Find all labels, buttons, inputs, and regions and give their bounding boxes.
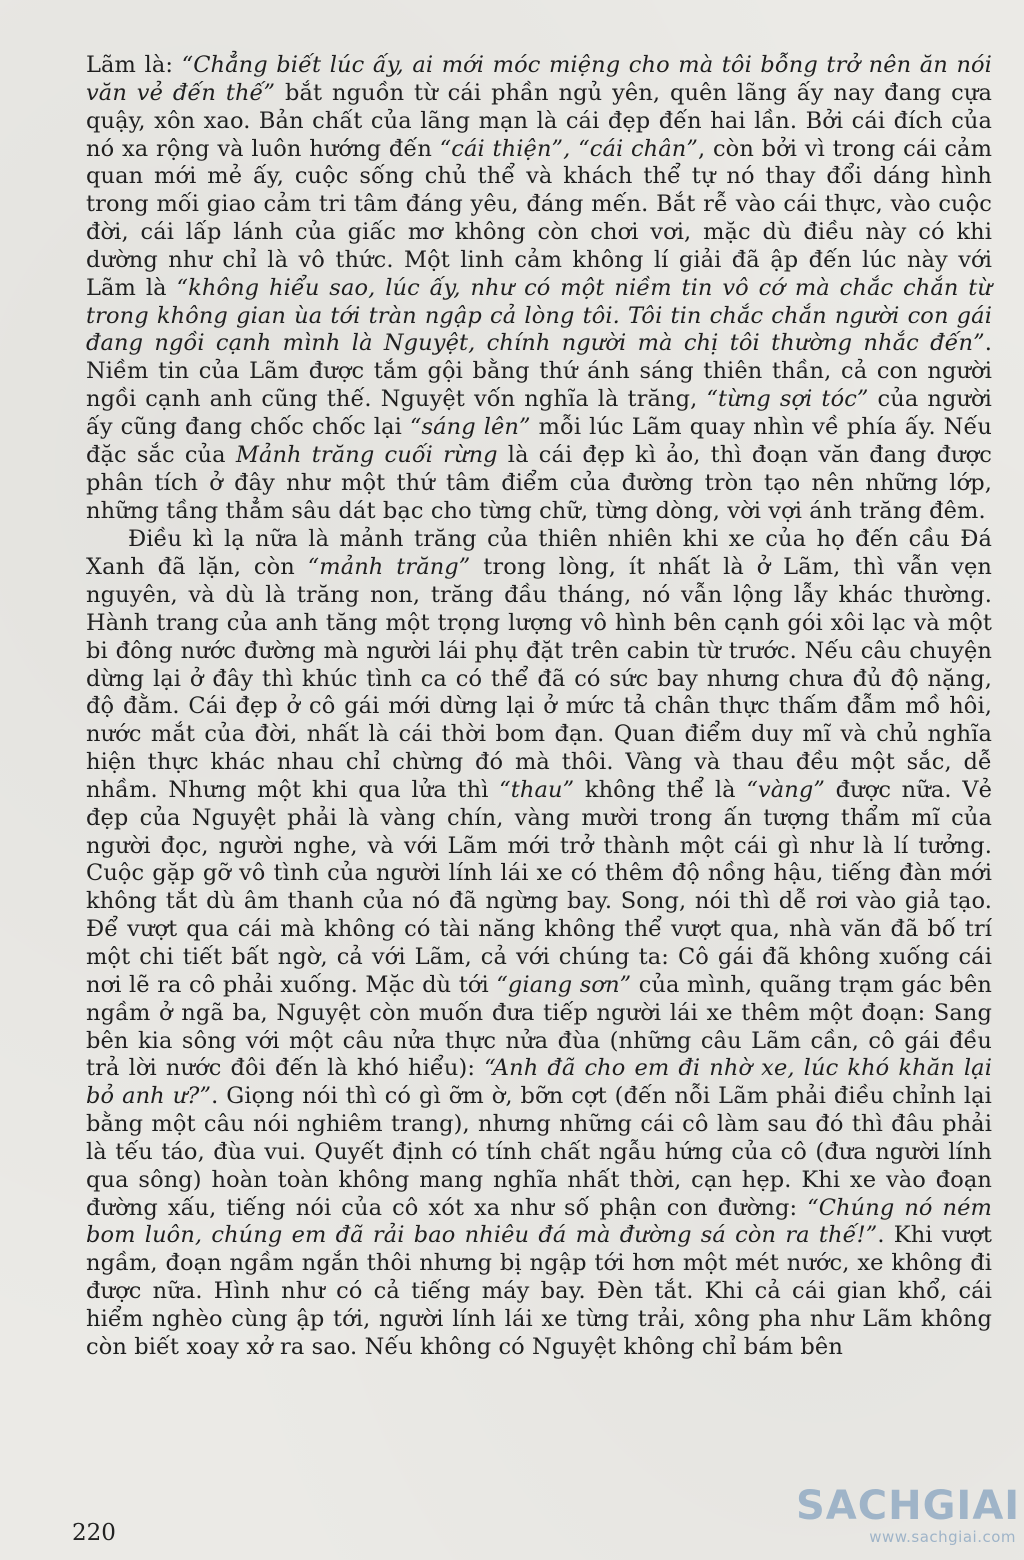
quote-run: “không hiểu sao, lúc ấy, như có một niềm tin vô cớ mà chắc chắn từ trong không gian ùa tới tràn ngập cả lòng tôi. Tôi tin chắc chắn người con gái đang ngồi cạnh mình là Nguyệt, chính người mà chị tôi thường nhắc đến” bbox=[86, 274, 993, 357]
paragraph-2 bbox=[86, 526, 992, 1361]
page-number: 220 bbox=[72, 1520, 116, 1546]
quote-run: “thau” bbox=[499, 776, 575, 803]
paragraph-1 bbox=[86, 52, 992, 525]
quote-run: “vàng” bbox=[746, 776, 825, 803]
text-run: . Khi vượt ngầm, đoạn ngầm ngắn thôi nhưng bị ngập tới hơn một mét nước, xe không đi được nữa. Hình như có cả tiếng máy bay. Đèn tắt. Khi cả cái gian khổ, cái hiểm nghèo cùng ập tới, người lính lái xe từng trải, xông pha như Lãm không còn biết xoay xở ra sao. Nếu không có Nguyệt không chỉ bám bên bbox=[86, 1222, 992, 1360]
text-run: được nữa. Vẻ đẹp của Nguyệt phải là vàng chín, vàng mười trong ấn tượng thẩm mĩ của người đọc, người nghe, và với Lãm mới trở thành một cái gì như là lí tưởng. Cuộc gặp gỡ vô tình của người lính lái xe có thêm độ nồng hậu, tiếng đàn mới không tắt dù âm thanh của nó đã ngừng bay. Song, nói thì dễ rơi vào giả tạo. Để vượt qua cái mà không có tài năng không thể vượt qua, nhà văn đã bố trí một chi tiết bất ngờ, cả với Lãm, cả với chúng ta: Cô gái đã không xuống cái nơi lẽ ra cô phải xuống. Mặc dù tới bbox=[86, 776, 992, 998]
quote-run: “Chúng nó ném bom luôn, chúng em đã rải bao nhiêu đá mà đường sá còn ra thế!” bbox=[86, 1194, 992, 1249]
text-run: của mình, quãng trạm gác bên ngầm ở ngã ba, Nguyệt còn muốn đưa tiếp người lái xe thêm một đoạn: Sang bên kia sông với một câu nửa thực nửa đùa (những câu Lãm cần, cô gái đều trả lời nước đôi đến là khó hiểu): bbox=[86, 971, 992, 1082]
text-run: . Giọng nói thì có gì ỡm ờ, bỡn cợt (đến nỗi Lãm phải điều chỉnh lại bằng một câu nói nghiêm trang), nhưng những cái cô làm sau đó thì đâu phải là tếu táo, đùa vui. Quyết định có tính chất ngẫu hứng của cô (đưa người lính qua sông) hoàn toàn không mang nghĩa nhất thời, cạn hẹp. Khi xe vào đoạn đường xấu, tiếng nói của cô xót xa như số phận con đường: bbox=[86, 1083, 992, 1221]
title-run: Mảnh trăng cuối rừng bbox=[235, 441, 498, 468]
text-run: không thể là bbox=[574, 776, 747, 803]
quote-run: “giang sơn” bbox=[496, 971, 632, 998]
quote-run: “mảnh trăng” bbox=[307, 554, 471, 581]
quote-run: “sáng lên” bbox=[409, 413, 531, 440]
text-run: trong lòng, ít nhất là ở Lãm, thì vẫn vẹn nguyên, và dù là trăng non, trăng đầu tháng, nó vẫn lộng lẫy khác thường. Hành trang của anh tăng một trọng lượng vô hình bên cạnh gói xôi lạc và một bi đông nước đường mà người lái phụ đặt trên cabin từ trước. Nếu câu chuyện dừng lại ở đây thì khúc tình ca có thể đã có sức bay nhưng chưa đủ độ nặng, độ đằm. Cái đẹp ở cô gái mới dừng lại ở mức tả chân thực thấm đẫm mồ hôi, nước mắt của đời, nhất là cái thời bom đạn. Quan điểm duy mĩ và chủ nghĩa hiện thực khác nhau chỉ chừng đó mà thôi. Vàng và thau đều một sắc, dễ nhầm. Nhưng một khi qua lửa thì bbox=[86, 554, 992, 803]
quote-run: “Chẳng biết lúc ấy, ai mới móc miệng cho mà tôi bỗng trở nên ăn nói văn vẻ đến thế” bbox=[86, 52, 992, 106]
text-run: , còn bởi vì trong cái cảm quan mới mẻ ấy, cuộc sống chủ thể và khách thể tự nó thay đổi dáng hình trong mối giao cảm tri tâm đáng yêu, đáng mến. Bắt rễ vào cái thực, vào cuộc đời, cái lấp lánh của giấc mơ không còn chơi vơi, mặc dù điều này có khi dường như chỉ là vô thức. Một linh cảm không lí giải đã ập đến lúc này với Lãm là bbox=[86, 135, 993, 301]
text-run: mỗi lúc Lãm quay nhìn về phía ấy. Nếu đặc sắc của bbox=[86, 413, 992, 468]
quote-run: “từng sợi tóc” bbox=[706, 386, 869, 413]
text-run: bắt nguồn từ cái phần ngủ yên, quên lãng ấy nay đang cựa quậy, xôn xao. Bản chất của lãng mạn là cái đẹp đến hai lần. Bởi cái đích của nó xa rộng và luôn hướng đến bbox=[86, 79, 992, 162]
quote-run: “cái thiện”, “cái chân” bbox=[439, 135, 698, 162]
body-text bbox=[86, 52, 992, 1362]
text-run: . Niềm tin của Lãm được tắm gội bằng thứ ánh sáng thiên thần, cả con người ngồi cạnh anh cũng thế. Nguyệt vốn nghĩa là trăng, bbox=[86, 330, 992, 413]
watermark-url: www.sachgiai.com bbox=[869, 1528, 1016, 1546]
text-run: Điều kì lạ nữa là mảnh trăng của thiên nhiên khi xe của họ đến cầu Đá Xanh đã lặn, còn bbox=[86, 526, 992, 581]
watermark bbox=[796, 1483, 1021, 1546]
watermark-logo: SACHGIAI bbox=[796, 1483, 1021, 1529]
quote-run: “Anh đã cho em đi nhờ xe, lúc khó khăn lại bỏ anh ư?” bbox=[86, 1055, 992, 1110]
text-run: là cái đẹp kì ảo, thì đoạn văn đang được phân tích ở đây như một thứ tâm điểm của đường tròn tạo nên những lớp, những tầng thẳm sâu dát bạc cho từng chữ, từng dòng, vời vợi ánh trăng đêm. bbox=[86, 441, 992, 524]
text-run: của người ấy cũng đang chốc chốc lại bbox=[86, 386, 992, 440]
text-run: Lãm là: bbox=[86, 52, 182, 78]
